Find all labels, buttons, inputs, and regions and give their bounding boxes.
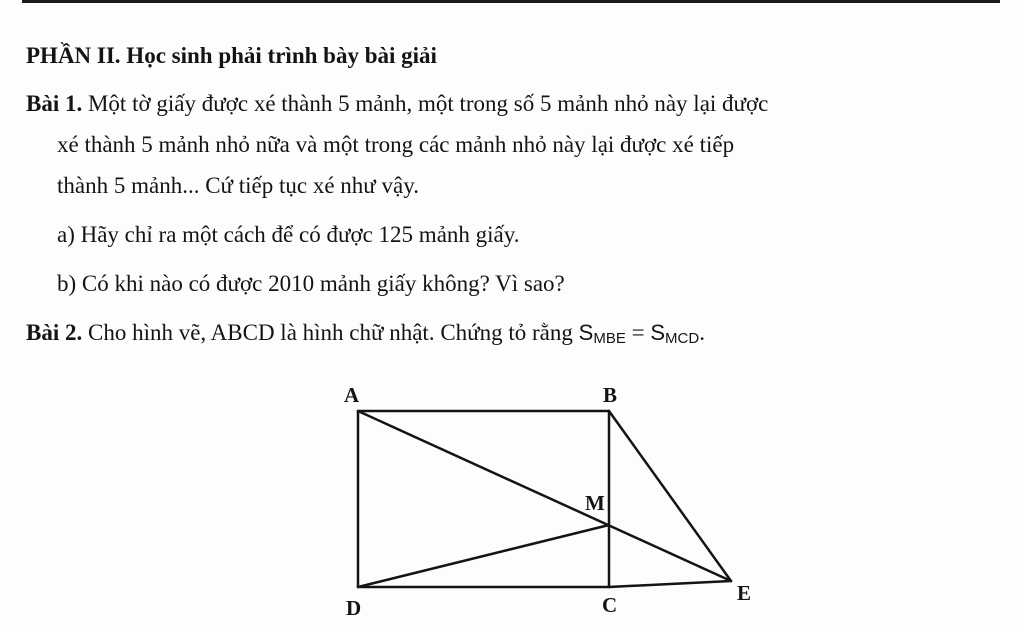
problem2-label: Bài 2. [26,320,83,345]
problem1-part-b: b) Có khi nào có được 2010 mảnh giấy không? Vì sao? [57,271,565,296]
equals-sign: = [625,320,651,345]
problem1-text-1: Một tờ giấy được xé thành 5 mảnh, một trong số 5 mảnh nhỏ này lại được [82,91,769,116]
label-b: B [603,383,618,407]
problem1-part-a: a) Hãy chỉ ra một cách để có được 125 mảnh giấy. [57,222,520,247]
subscript-mbe: MBE [593,330,626,347]
problem2-text: Cho hình vẽ, ABCD là hình chữ nhật. Chứng tỏ rằng [82,320,579,345]
label-c: C [602,593,618,617]
label-a: A [344,383,360,407]
problem1-label: Bài 1. [26,91,83,116]
period: . [699,320,705,345]
subscript-mcd: MCD [665,330,700,347]
segment-be [609,411,731,581]
label-m: M [585,491,605,515]
segment-ce [609,581,731,587]
problem1-line2: xé thành 5 mảnh nhỏ nữa và một trong các mảnh nhỏ này lại được xé tiếp [57,132,735,157]
segment-dm [358,525,609,587]
label-e: E [737,581,752,605]
area-s-mbe: S [578,320,594,345]
section-title: PHẦN II. Học sinh phải trình bày bài giải [26,43,437,68]
problem1-line3: thành 5 mảnh... Cứ tiếp tục xé như vậy. [57,173,419,198]
segment-ae [358,411,731,581]
label-d: D [346,596,362,620]
area-s-mcd: S [650,320,666,345]
